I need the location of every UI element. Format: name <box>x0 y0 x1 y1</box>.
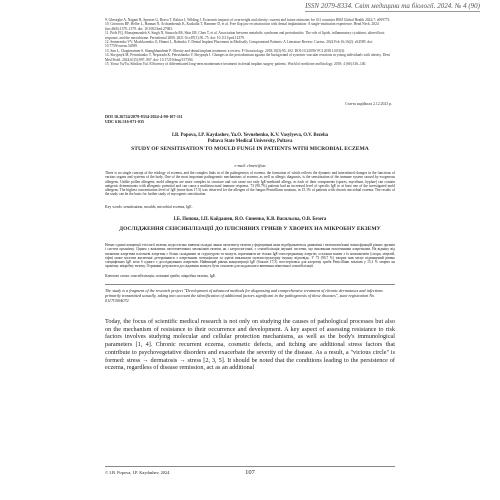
reference-item: 12. Semerenko VV, Moshkorenko O, Hinnei L, Babenko V. Dental Implant Placement in Medically Compromised Patients: A Literature Review. Cureus. 2024 Feb 16;16(2): e54589. doi: 10.7759/cureus.54589. <box>105 40 373 49</box>
received-date: Стаття надійшла 2.12.2023 р. <box>345 102 392 106</box>
ukrainian-keywords: Ключові слова: сенсибілізація, плісняві гриби, мікробна екзема, IgE. <box>105 274 216 278</box>
reference-item: 9. Gheorghe A, Nagant R, Spenser G, Bravo T, Raktos I, Wilding J. Economic impacts of overweight and obesity: current and future estimates for 161 countries BMJ Global Health 2022;7: e009773. <box>105 18 391 22</box>
doi-line: DOI 10.26724/2079-8334-2024-4-90-107-111 <box>105 114 183 119</box>
author-email: e-mail: clmerc@ua <box>234 163 266 168</box>
ukrainian-authors: І.Б. Попова, І.П. Кайдашев, Я.О. Євненко, К.В. Васильєва, О.В. Безега <box>173 217 327 222</box>
body-paragraph: Today, the focus of scientific medical research is not only on studying the causes of pathological processes but also on the mechanism of resistance to their occurrence and development. A key aspect of assessing resistance to risk factors involves studying molecular and cellular protection mechanisms, as well as the body's immunological parameters [1, 4]. Chronic recurrent eczema, cosmetic defects, and itching are additional stress factors that contribute to psychovegetative disorders and exacerbate the severity of the disease. As a result, a "vicious circle" is formed: stress → dermatosis → stress [2, 3, 5]. It should be noted that the conditions leading to the persistence of eczema, regardless of disease remission, act as an additional <box>105 318 395 372</box>
doi-block <box>105 114 183 124</box>
reference-item: 15. Yoruz Yu/Yu, Silnikin Yul. Efficiency of differentiated long-term maintenance treatment in dental implant surgery patients. World of medicine and biology. 2018; 4 (66):136–140. <box>105 62 367 67</box>
english-authors <box>105 133 395 145</box>
reference-item: 14. Skrypnyk M, Petrushanko T, Neporada K, Petrushanko V, Skrypnyk I. Changes in the periodontium against the background of systemic vascular reactions in young individuals with obesity. Dent Med Probl. 2024;61(5):897–907. doi: 10.17219/dmp/157394. <box>105 53 390 62</box>
ukrainian-abstract: Немає єдиної концепції етіології екземи, недостатньо вивчені складні ланки патогенезу екземи у формуванні яких відображаються динамічні і взаємопов'язані зміни функцій різних органів і систем організму. Одним з важливих патогенетичних механізмів екземи, як і алергологічної, є сенсибілізація імунної системи, що викликана екзогенними алергенами. На відміну від пилкових алергенів плісеневі алергени є більш складними за структурою та можуть спричиняти не тільки IgE-опосередковану алергію, оскільки кожен з їх компонентів (спори, міцелій, гіфи) може містити антигенні детермінанти з алергенним потенціалом та здатні викликати мультиструктурну імунну відповідь. У 73 (90,7 %) хворих мав місце підвищений рівень специфічних IgE хоча б одного з досліджуваних алергенів. Найвищий рівень концентрації IgE (більше 17,5) спостерігався для алергену гриба Penicillium notatum у 15,1 % хворих на хронічну мікробну екзему. Отримані результати дослідження можуть бути основою для подальшого вивчення мікогенної сенсибілізації. <box>105 243 395 269</box>
reference-item: 10. Grönroos RF, Heller L, Hannan N, Archambeault K, Kushalla T, Hammer D, et al. Free flap jaw reconstruction with dental implantation: A single-institution experience. Head Neck. 2024 Jun;46(6):1370–1379. doi: 10.1002/hed.27683. <box>105 22 379 31</box>
funding-note: The study is a fragment of the research project "Development of advanced methods for diagnosing and comprehensive treatment of chronic dermatoses and infections primarily transmitted sexually, taking into account the identification of additional factors significant in the pathogenesis of these diseases", state registration No. 0117U004072. <box>105 288 383 303</box>
reference-list <box>105 18 395 66</box>
ukrainian-title: ДОСЛІДЖЕННЯ СЕНСИБІЛІЗАЦІЇ ДО ПЛІСНЯВИХ ГРИБІВ У ХВОРИХ НА МІКРОБНУ ЕКЗЕМУ <box>119 226 381 232</box>
english-keywords: Key words: sensitisation, moulds, microbial eczema, IgE. <box>105 205 193 209</box>
copyright-line: © I.B. Popova, I.P. Kaydashev, 2024 <box>105 470 170 475</box>
author-names: I.B. Popova, I.P. Kaydashev, Ya.O. Yevnehenko, K.V. Vasylyeva, O.V. Bezeha <box>171 133 329 138</box>
footer-divider <box>105 466 395 467</box>
reference-item: 13. Sun L, Chaptreuinen S, Shanghhandtran P. Obesity and dental implant treatment: a review. F Otoractology. 2018;10(3):95–102. DOI:10.22059/ FCI.2018.10.03(3). <box>105 48 346 53</box>
english-abstract: There is no single concept of the etiology of eczema, and the complex links in of the pathogenesis of eczema, the formation of which reflects the dynamic and interrelated changes in the functions of various organs and systems of the body. One of the most important pathogenetic mechanisms of eczema, as well as allergic diagnosis, is the sensitization of the immune system caused by exogenous allergens. Unlike pollen allergens, mold allergens are more complex in structure and can cause not only IgE-mediated allergy, as each of their components (spores, mycelium, hyphae) can contain antigenic determinants with allergenic potential and can cause a multistructural immune response. 73 (90.7%) patients had an increased level of specific IgE to at least one of the investigated mold allergens. The highest concentration level of IgE (more than 17.5) was observed for the allergen of the fungus Penicillium notatum, in 15.1% of patients with chronic microbial eczema. The results of the study can be the basis for further study of mycogenic sensitisation. <box>105 171 395 197</box>
reference-item: 11. Pirih FQ, Monajemzadeh S, Singh N, Sinacola RS, Shin JM, Chen T, et al. Association between metabolic syndrome and periodontitis: The role of lipids, inflammatory cytokines, altered host response, and the microbiome. Periodontol 2000. 2021 Oct;87(1):50–75. doi: 10.1111/prd.12379. <box>105 31 385 40</box>
running-header: ISSN 2079-8334. Світ медицини та біології. 2024. № 4 (90) <box>305 2 480 10</box>
english-title: STUDY OF SENSITISATION TO MOULD FUNGI IN PATIENTS WITH MICROBIAL ECZEMA <box>131 146 369 152</box>
section-divider <box>105 284 395 285</box>
udc-line: UDC 616.516-071-035 <box>105 119 145 125</box>
affiliation: Poltava State Medical University, Poltava <box>207 139 293 144</box>
page-number: 107 <box>245 469 255 476</box>
